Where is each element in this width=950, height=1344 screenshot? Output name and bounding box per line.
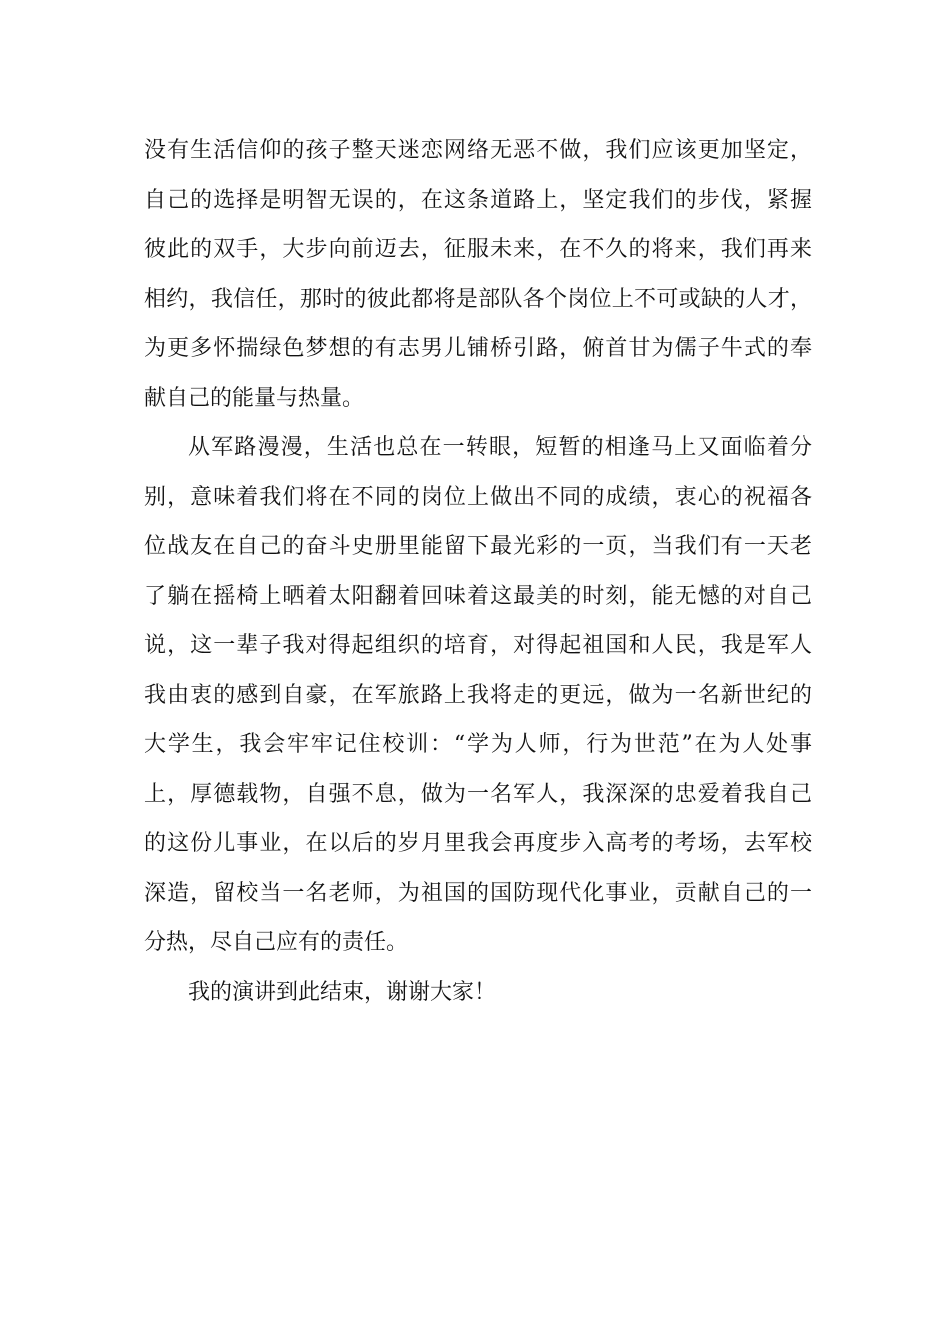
text-line: 上，厚德载物，自强不息，做为一名军人，我深深的忠爱着我自己 <box>144 781 812 807</box>
text-line: 分热，尽自己应有的责任。 <box>144 930 409 955</box>
text-line: 了躺在摇椅上晒着太阳翻着回味着这最美的时刻，能无憾的对自己 <box>144 583 812 609</box>
text-line: 别，意味着我们将在不同的岗位上做出不同的成绩，衷心的祝福各 <box>144 484 812 510</box>
text-line: 从军路漫漫，生活也总在一转眼，短暂的相逢马上又面临着分 <box>188 435 812 460</box>
text-line: 深造，留校当一名老师，为祖国的国防现代化事业，贡献自己的一 <box>144 880 812 906</box>
text-line: 相约，我信任，那时的彼此都将是部队各个岗位上不可或缺的人才， <box>144 286 812 312</box>
text-line: 的这份儿事业，在以后的岁月里我会再度步入高考的考场，去军校 <box>144 831 812 856</box>
text-line: 没有生活信仰的孩子整天迷恋网络无恶不做，我们应该更加坚定， <box>144 138 812 163</box>
paragraph-1 <box>144 126 812 423</box>
document-body <box>144 126 812 1017</box>
paragraph-2 <box>144 423 812 968</box>
text-line: 彼此的双手，大步向前迈去，征服未来，在不久的将来，我们再来 <box>144 237 812 262</box>
text-line: 位战友在自己的奋斗史册里能留下最光彩的一页，当我们有一天老 <box>144 534 812 559</box>
text-line: 我的演讲到此结束，谢谢大家！ <box>188 979 497 1005</box>
text-line: 自己的选择是明智无误的，在这条道路上，坚定我们的步伐，紧握 <box>144 187 812 213</box>
text-line: 为更多怀揣绿色梦想的有志男儿铺桥引路，俯首甘为儒子牛式的奉 <box>144 336 812 361</box>
text-line: 我由衷的感到自豪，在军旅路上我将走的更远，做为一名新世纪的 <box>144 682 812 708</box>
paragraph-3 <box>144 968 812 1018</box>
text-line: 大学生，我会牢牢记住校训：“学为人师，行为世范”在为人处事 <box>144 732 812 757</box>
text-line: 献自己的能量与热量。 <box>144 385 365 411</box>
text-line: 说，这一辈子我对得起组织的培育，对得起祖国和人民，我是军人 <box>144 633 812 658</box>
